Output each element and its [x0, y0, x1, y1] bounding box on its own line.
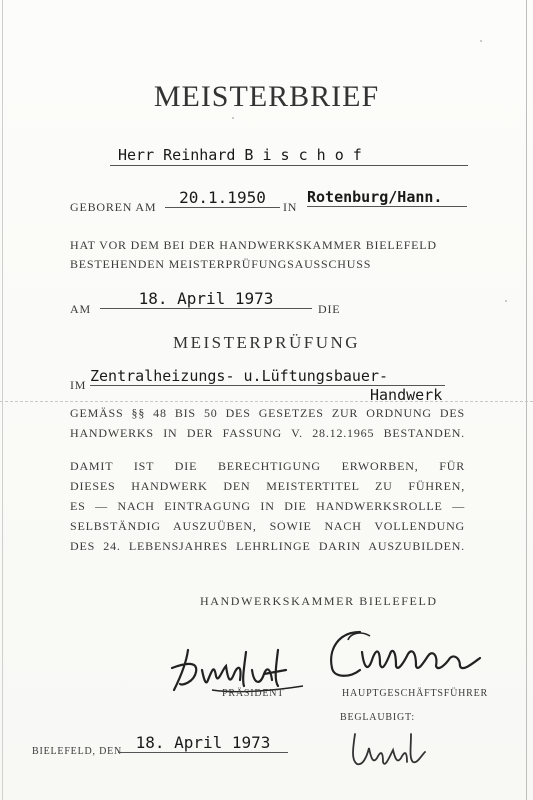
chamber-name: HANDWERKSKAMMER BIELEFELD — [200, 594, 438, 608]
rights-line: DES 24. LEBENSJAHRES LEHRLINGE DARIN AUSZUBILDEN. — [70, 539, 465, 553]
intro-line-2: BESTEHENDEN MEISTERPRÜFUNGSAUSSCHUSS — [70, 257, 372, 271]
rights-line: ES — NACH EINTRAGUNG IN DIE HANDWERKSROLLE — — [70, 499, 465, 513]
die-label: DIE — [318, 302, 341, 316]
rights-line: DAMIT IST DIE BERECHTIGUNG ERWORBEN, FÜR — [70, 459, 465, 473]
rights-line: SELBSTÄNDIG AUSZUÜBEN, SOWIE NACH VOLLENDUNG — [70, 519, 465, 533]
im-label: IM — [70, 378, 87, 392]
certification-signature — [345, 728, 435, 774]
exam-date: 18. April 1973 — [100, 289, 312, 309]
issue-date: 18. April 1973 — [118, 733, 288, 753]
born-in-label: IN — [283, 200, 298, 214]
manager-label: HAUPTGESCHÄFTSFÜHRER — [342, 688, 489, 699]
document-title: MEISTERBRIEF — [153, 80, 380, 113]
paper-speck — [480, 40, 482, 42]
manager-signature — [320, 624, 495, 688]
holder-name: Herr Reinhard B i s c h o f — [110, 146, 468, 166]
exam-title: MEISTERPRÜFUNG — [172, 333, 361, 352]
paper-edge-right — [526, 0, 527, 800]
paper-speck — [505, 300, 507, 302]
rights-line: DIESES HANDWERK DEN MEISTERTITEL ZU FÜHREN, — [70, 479, 465, 493]
born-label: GEBOREN AM — [70, 200, 157, 214]
president-label: PRÄSIDENT — [222, 688, 285, 699]
paper-edge-left — [2, 0, 3, 800]
intro-line-1: HAT VOR DEM BEI DER HANDWERKSKAMMER BIELEFELD — [70, 238, 437, 252]
birth-date: 20.1.1950 — [165, 188, 280, 208]
am-label: AM — [70, 302, 91, 316]
city-label: BIELEFELD, DEN — [32, 746, 123, 757]
birth-place: Rotenburg/Hann. — [307, 188, 467, 207]
trade-line-1: Zentralheizungs- u.Lüftungsbauer- — [90, 367, 445, 386]
dashed-fold-line — [0, 401, 533, 403]
certified-label: BEGLAUBIGT: — [340, 712, 415, 723]
trade-line-2: Handwerk — [370, 386, 443, 404]
paper-speck — [232, 117, 234, 119]
law-line-1: GEMÄSS §§ 48 BIS 50 DES GESETZES ZUR ORDNUNG DES — [70, 406, 465, 420]
law-line-2: HANDWERKS IN DER FASSUNG V. 28.12.1965 BESTANDEN. — [70, 426, 465, 440]
